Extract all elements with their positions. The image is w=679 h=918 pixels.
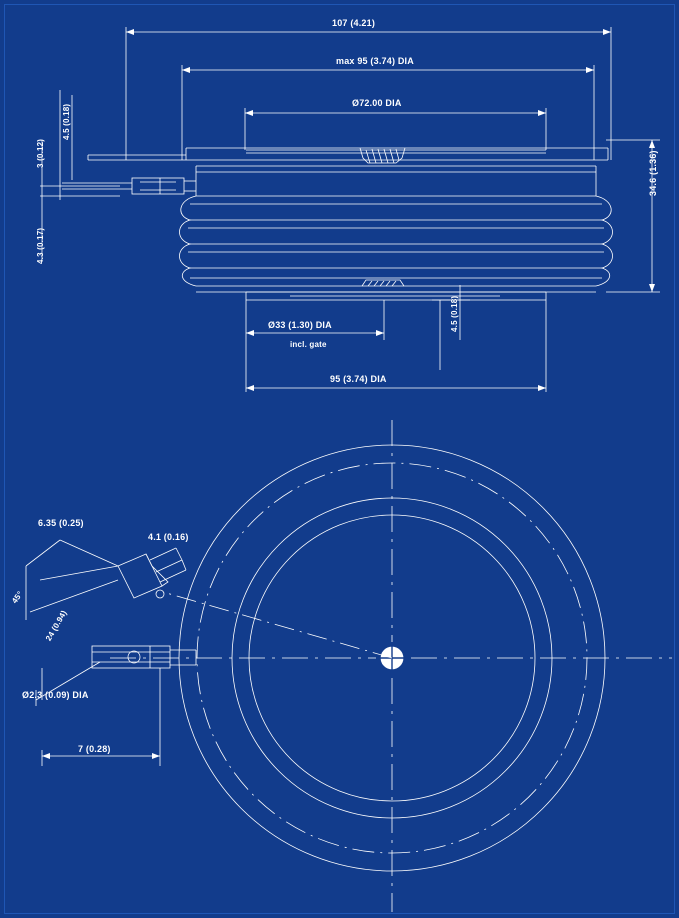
dim-label-gate-height: 4.5 (0.18) xyxy=(450,295,459,332)
dim-label-gate-angle: 45° xyxy=(10,589,25,606)
cathode-lead-top xyxy=(92,646,196,668)
dim-label-lead-offset-bottom: 4.3 (0.17) xyxy=(36,227,45,264)
ceramic-housing xyxy=(180,166,613,292)
dim-label-cathode-contact: Ø33 (1.30) DIA xyxy=(268,320,332,330)
dim-label-edge-offset: 7 (0.28) xyxy=(78,744,111,754)
upper-flange xyxy=(88,155,186,160)
dim-label-gate-lead-length: 24 (0.94) xyxy=(44,608,69,643)
dim-anode-contact xyxy=(182,65,594,160)
dim-label-lead-offset-top: 3 (0.12) xyxy=(36,138,45,168)
dim-label-overall-width: 107 (4.21) xyxy=(332,18,376,28)
dim-label-cathode-lead-dia: Ø2.3 (0.09) DIA xyxy=(22,690,89,700)
top-view-leaders xyxy=(26,540,160,766)
dim-label-gate-terminal-small: 4.1 (0.16) xyxy=(148,532,189,542)
dim-label-base-dia: 95 (3.74) DIA xyxy=(330,374,387,384)
dim-label-lead-offset-mid: 4.5 (0.18) xyxy=(62,103,71,140)
dim-label-pole-piece: Ø72.00 DIA xyxy=(352,98,402,108)
cathode-center-boss xyxy=(362,280,404,286)
dim-label-anode-contact: max 95 (3.74) DIA xyxy=(336,56,414,66)
dim-pole-piece xyxy=(245,108,546,150)
dim-label-cathode-note: incl. gate xyxy=(290,340,327,349)
cathode-pole-piece xyxy=(246,292,546,300)
dim-label-ceramic-height: 34.6 (1.36) xyxy=(648,150,658,196)
dim-overall-width xyxy=(126,27,611,160)
dim-lead-offsets xyxy=(40,90,120,260)
gate-terminal-top xyxy=(118,548,186,598)
dim-label-gate-terminal-width: 6.35 (0.25) xyxy=(38,518,84,528)
